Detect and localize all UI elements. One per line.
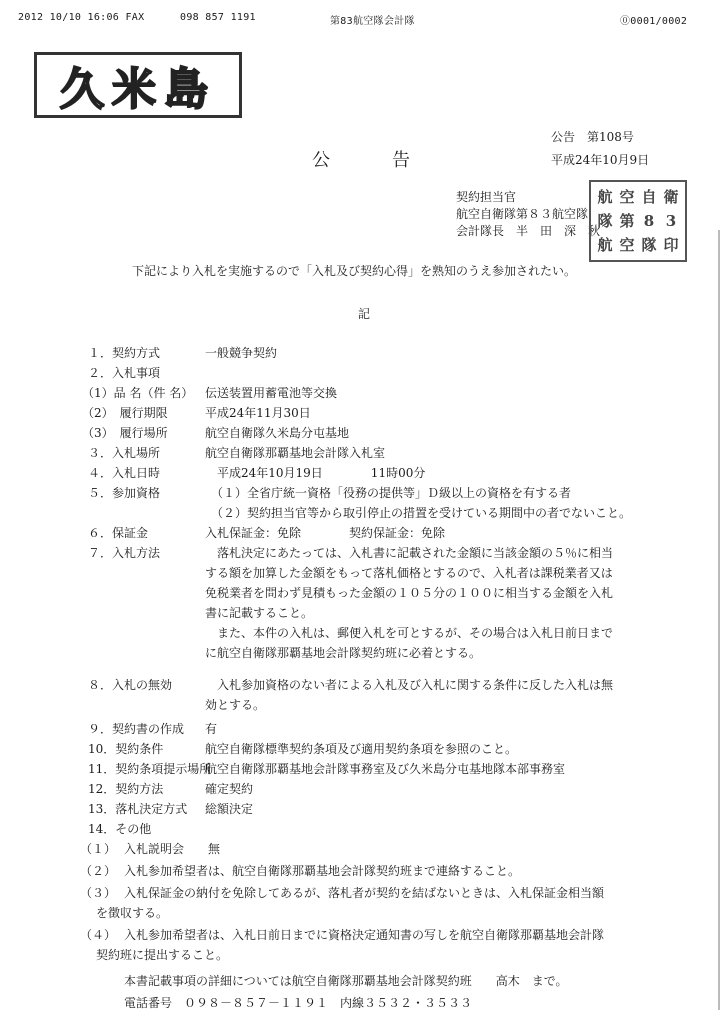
fax-page-count: ⓪0001/0002 [620, 16, 688, 27]
other-num: （３） [80, 886, 117, 900]
seal-char: 空 [619, 236, 635, 254]
other-text: 契約班に提出すること。 [96, 948, 229, 962]
seal-char: 印 [663, 236, 679, 254]
item7-line: 書に記載すること。 [205, 606, 314, 620]
item-label: ２．入札事項 [88, 366, 161, 380]
other-text: 入札参加希望者は、航空自衛隊那覇基地会計隊契約班まで連絡すること。 [124, 864, 521, 878]
item-value: 有 [205, 722, 218, 736]
other-num: （２） [80, 864, 117, 878]
item-value: 確定契約 [205, 782, 254, 796]
item-label: ９．契約書の作成 [88, 722, 185, 736]
fax-sender: 第83航空隊会計隊 [330, 16, 415, 27]
other-num: （４） [80, 928, 117, 942]
item-label: 13．落札決定方式 [88, 802, 188, 816]
item-label: （2） 履行期限 [82, 406, 168, 420]
item-value: （２）契約担当官等から取引停止の措置を受けている期間中の者でないこと。 [205, 506, 632, 520]
notice-number: 公告 第108号 [551, 130, 634, 144]
item-label: ５．参加資格 [88, 486, 161, 500]
seal-char: 3 [665, 212, 677, 230]
item8-line: 効とする。 [205, 698, 266, 712]
scan-edge-artifact [718, 230, 720, 1010]
issuer-line-1: 契約担当官 [456, 190, 517, 204]
intro-text: 下記により入札を実施するので「入札及び契約心得」を熟知のうえ参加されたい。 [132, 264, 577, 278]
issuer-line-3: 会計隊長 半 田 深 秋 [456, 224, 601, 238]
other-text: 入札保証金の納付を免除してあるが、落札者が契約を結ばないときは、入札保証金相当額 [124, 886, 605, 900]
seal-char: 航 [597, 188, 613, 206]
other-text: 入札参加希望者は、入札日前日までに資格決定通知書の写しを航空自衛隊那覇基地会計隊 [124, 928, 605, 942]
seal-char: 第 [619, 212, 635, 230]
item-value: 入札保証金：免除 契約保証金：免除 [205, 526, 446, 540]
fax-datetime: 2012 10/10 16:06 FAX [18, 12, 145, 23]
seal-char: 自 [641, 188, 657, 206]
item-value: 平成24年11月30日 [205, 406, 311, 420]
item-value: 平成24年10月19日 11時00分 [205, 466, 426, 480]
contact-phone: 電話番号 ０９８－８５７－１１９１ 内線３５３２・３５３３ [124, 996, 473, 1010]
contact-line: 本書記載事項の詳細については航空自衛隊那覇基地会計隊契約班 高木 まで。 [124, 974, 568, 988]
other-text: を徴収する。 [96, 906, 169, 920]
item7-line: 落札決定にあたっては、入札書に記載された金額に当該金額の５％に相当 [205, 546, 614, 560]
item-value: 総額決定 [205, 802, 254, 816]
seal-char: 隊 [641, 236, 657, 254]
item7-line: また、本件の入札は、郵便入札を可とするが、その場合は入札日前日まで [205, 626, 614, 640]
ki-heading: 記 [358, 307, 371, 321]
item-value: 航空自衛隊久米島分屯基地 [205, 426, 350, 440]
item-label: ７．入札方法 [88, 546, 161, 560]
seal-char: 衛 [663, 188, 679, 206]
seal-char: 隊 [597, 212, 613, 230]
seal-char: 8 [643, 212, 655, 230]
official-seal [589, 180, 687, 262]
other-text: 入札説明会 無 [124, 842, 221, 856]
location-stamp [34, 52, 242, 118]
item-label: 11．契約条項提示場所 [88, 762, 212, 776]
item-value: 伝送装置用蓄電池等交換 [205, 386, 338, 400]
item-label: 10．契約条件 [88, 742, 164, 756]
item8-line: 入札参加資格のない者による入札及び入札に関する条件に反した入札は無 [205, 678, 614, 692]
item-label: ６．保証金 [88, 526, 149, 540]
issuer-line-2: 航空自衛隊第８３航空隊 [456, 207, 589, 221]
item-value: 航空自衛隊標準契約条項及び適用契約条項を参照のこと。 [205, 742, 518, 756]
item-value: （１）全省庁統一資格「役務の提供等」Ｄ級以上の資格を有する者 [205, 486, 572, 500]
item-label: 12．契約方法 [88, 782, 164, 796]
seal-char: 航 [597, 236, 613, 254]
item-label: ８．入札の無効 [88, 678, 173, 692]
item7-line: する額を加算した金額をもって落札価格とするので、入札者は課税業者又は [205, 566, 613, 580]
notice-date: 平成24年10月9日 [551, 153, 650, 167]
item7-line: 免税業者を問わず見積もった金額の１０５分の１００に相当する金額を入札 [205, 586, 614, 600]
item7-line: に航空自衛隊那覇基地会計隊契約班に必着とする。 [205, 646, 482, 660]
item-value: 一般競争契約 [205, 346, 278, 360]
item-label: 14．その他 [88, 822, 152, 836]
item-value: 航空自衛隊那覇基地会計隊事務室及び久米島分屯基地隊本部事務室 [205, 762, 566, 776]
seal-char: 空 [619, 188, 635, 206]
item-label: ４．入札日時 [88, 466, 161, 480]
item-label: ３．入札場所 [88, 446, 161, 460]
notice-title: 公告 [312, 150, 472, 171]
item-label: （3） 履行場所 [82, 426, 168, 440]
other-num: （１） [80, 842, 117, 856]
item-label: １．契約方式 [88, 346, 161, 360]
location-stamp-text: 久米島 [60, 64, 216, 115]
fax-number: 098 857 1191 [180, 12, 256, 23]
item-value: 航空自衛隊那覇基地会計隊入札室 [205, 446, 386, 460]
item-label: （1）品 名（件 名） [82, 386, 194, 400]
